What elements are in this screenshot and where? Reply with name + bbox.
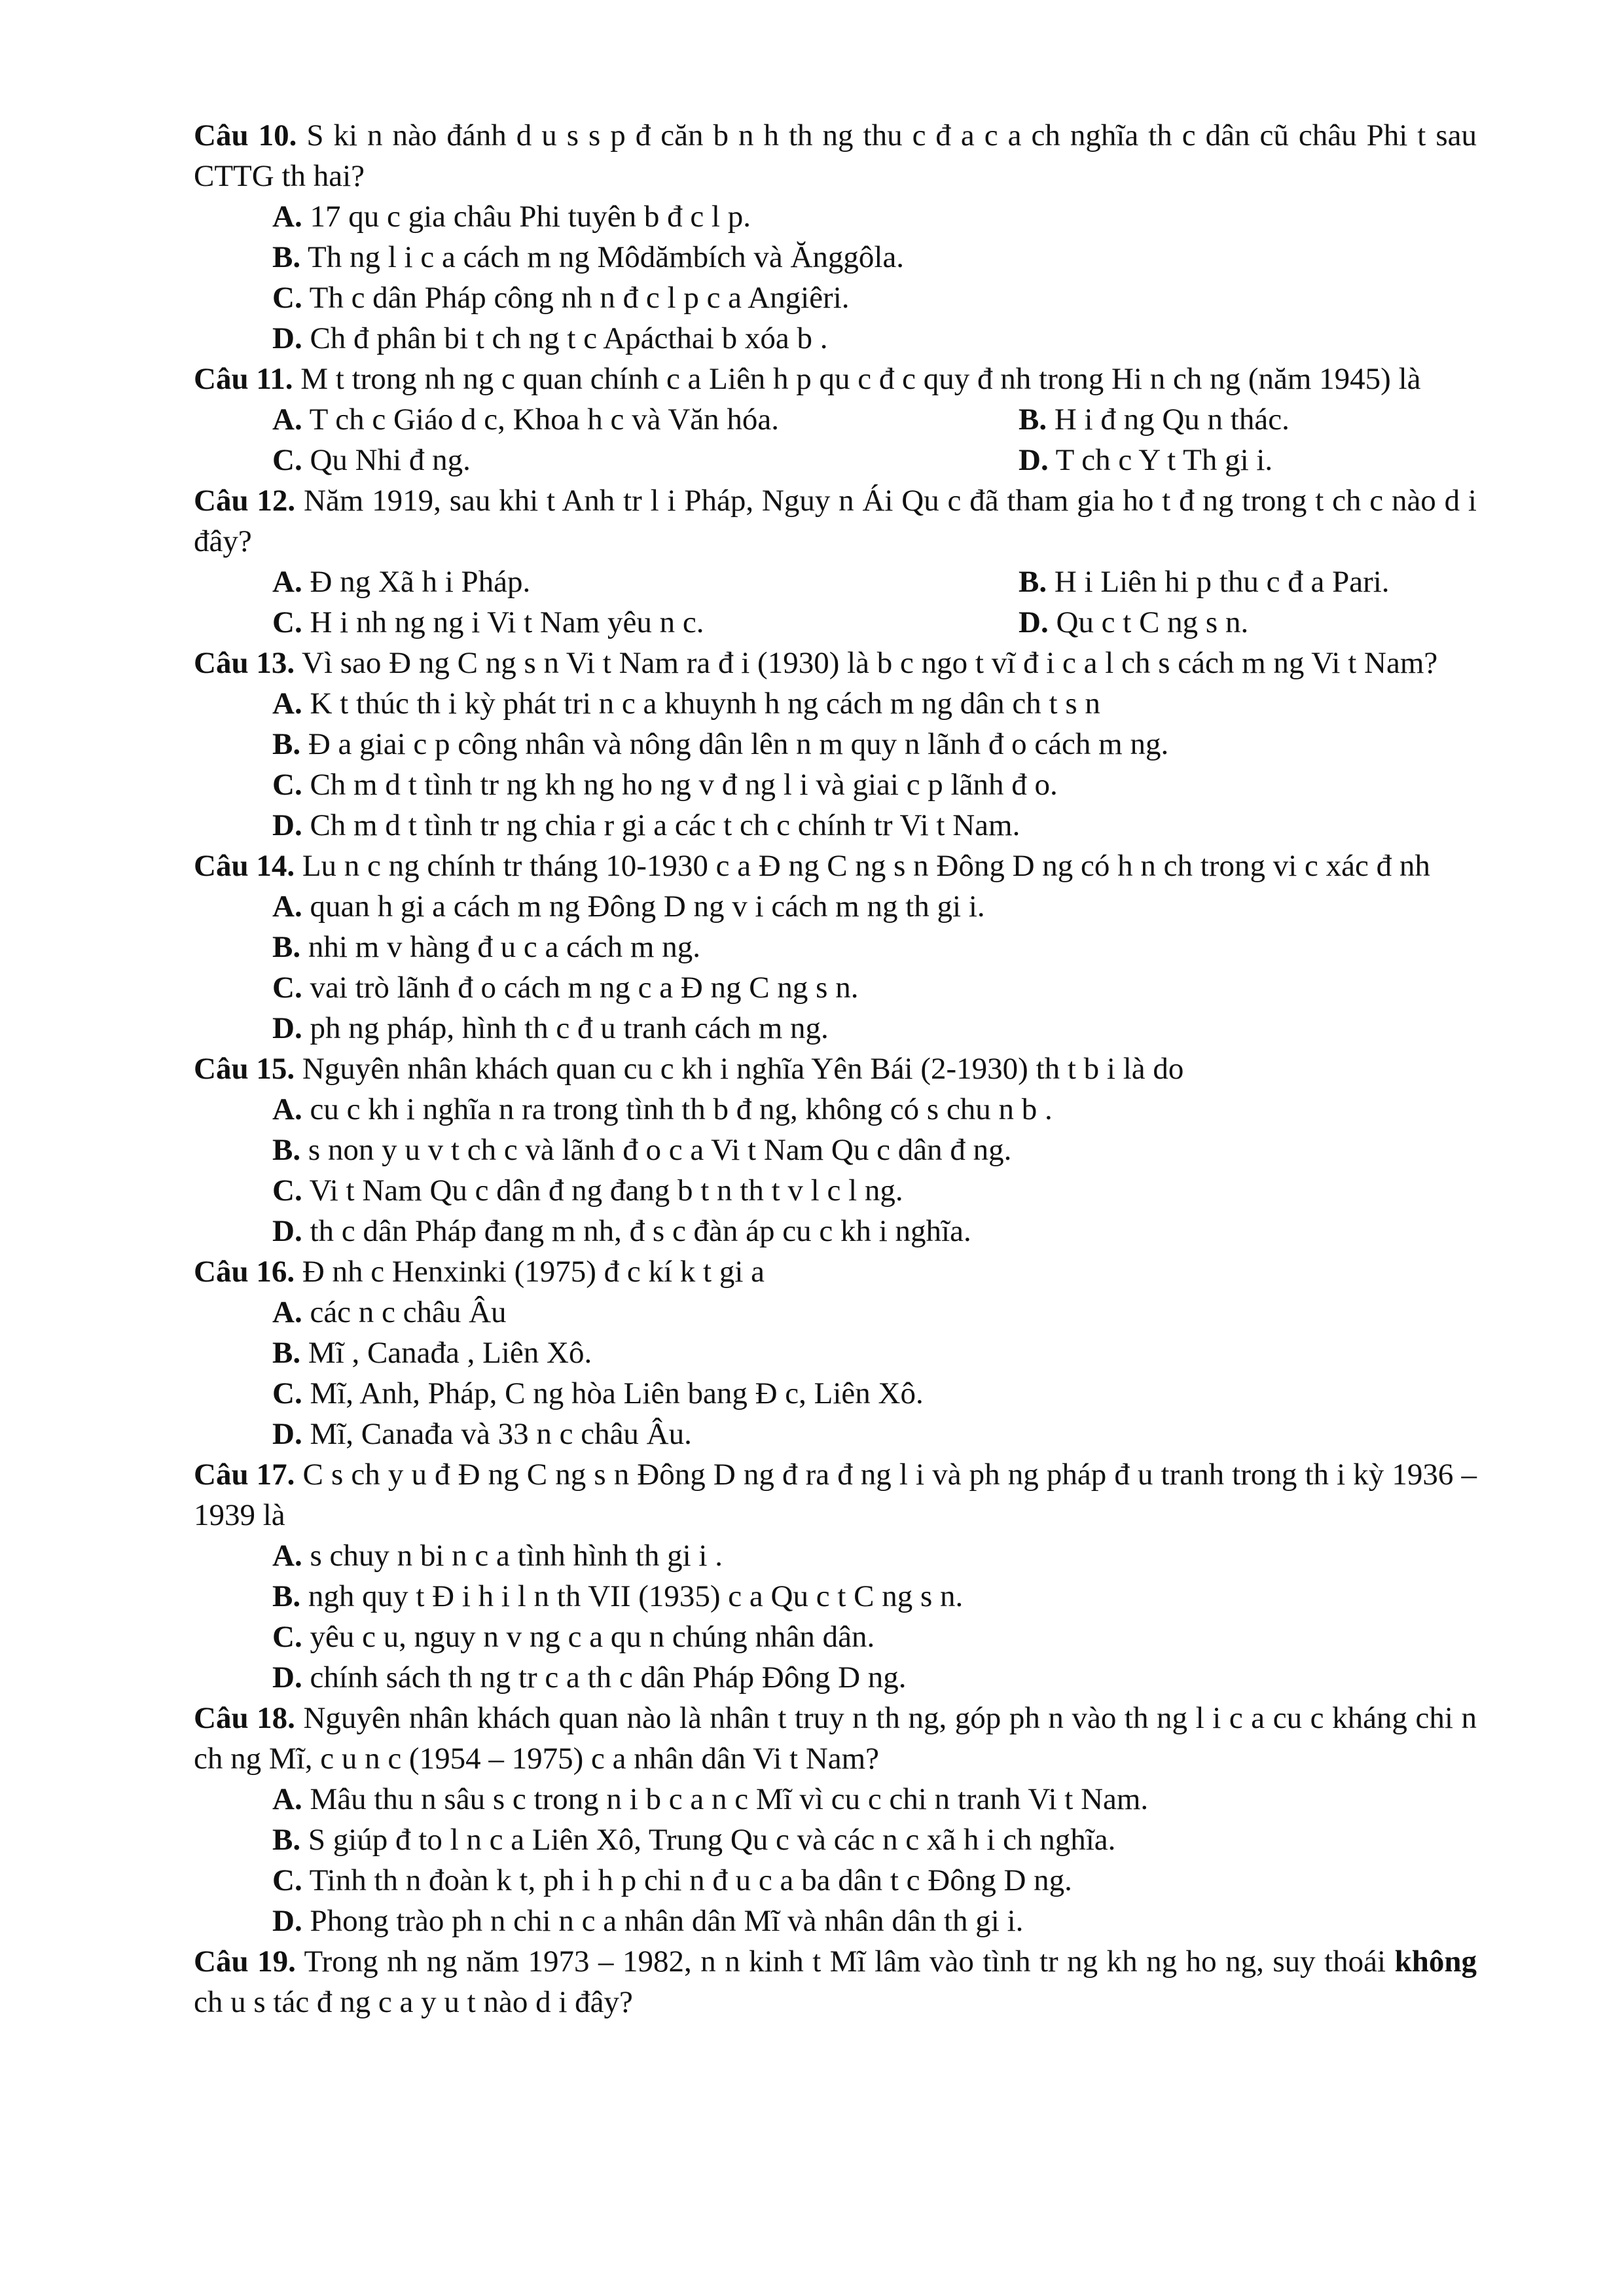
- answer-option: [272, 1576, 1477, 1617]
- answer-option: [272, 724, 1477, 764]
- answer-option: [272, 1170, 1477, 1211]
- option-text: Th c dân Pháp công nh n đ c l p c a Angiêri.: [309, 281, 850, 315]
- option-label: D.: [272, 1011, 302, 1045]
- option-label: B.: [272, 1336, 301, 1370]
- question-text: Năm 1919, sau khi t Anh tr l i Pháp, Nguy n Ái Qu c đã tham gia ho t đ ng trong t ch c nào d i đây?: [194, 484, 1477, 558]
- option-label: B.: [272, 240, 301, 274]
- answer-option: [272, 278, 1477, 318]
- answer-option: [272, 237, 1477, 278]
- option-label: B.: [272, 1133, 301, 1167]
- question-17: [194, 1454, 1477, 1698]
- answer-option: [272, 1860, 1477, 1901]
- answer-option: [1019, 602, 1477, 643]
- question-stem: [194, 359, 1477, 399]
- question-number: Câu 15.: [194, 1052, 295, 1086]
- option-label: B.: [272, 930, 301, 964]
- option-label: C.: [272, 281, 302, 315]
- answer-option: [272, 1657, 1477, 1698]
- option-text: H i nh ng ng i Vi t Nam yêu n c.: [310, 605, 704, 639]
- answer-option: [272, 602, 1019, 643]
- option-text: yêu c u, nguy n v ng c a qu n chúng nhân dân.: [310, 1620, 875, 1654]
- answer-option: [272, 318, 1477, 359]
- question-emphasis: không: [1394, 1945, 1477, 1979]
- question-stem: [194, 1941, 1477, 2022]
- option-text: s non y u v t ch c và lãnh đ o c a Vi t Nam Qu c dân đ ng.: [308, 1133, 1012, 1167]
- option-text: Mĩ, Canađa và 33 n c châu Âu.: [310, 1417, 692, 1451]
- option-label: C.: [272, 1863, 302, 1897]
- question-text: Nguyên nhân khách quan nào là nhân t truy n th ng, góp ph n vào th ng l i c a cu c kháng chi n ch ng Mĩ, c u n c (1954 – 1975) c a nhân dân Vi t Nam?: [194, 1701, 1477, 1776]
- question-stem: [194, 115, 1477, 196]
- option-text: Tinh th n đoàn k t, ph i h p chi n đ u c a ba dân t c Đông D ng.: [309, 1863, 1072, 1897]
- question-16: [194, 1251, 1477, 1454]
- answer-option: [272, 764, 1477, 805]
- answer-option: [272, 886, 1477, 927]
- answer-option: [272, 927, 1477, 967]
- answer-option: [272, 562, 1019, 602]
- options-grid: [272, 399, 1477, 480]
- question-stem: [194, 643, 1477, 683]
- question-number: Câu 12.: [194, 484, 296, 518]
- answer-option: [272, 1373, 1477, 1414]
- question-stem: [194, 1698, 1477, 1779]
- option-label: A.: [272, 687, 302, 721]
- option-text: vai trò lãnh đ o cách m ng c a Đ ng C ng s n.: [310, 971, 859, 1005]
- option-text: K t thúc th i kỳ phát tri n c a khuynh h ng cách m ng dân ch t s n: [310, 687, 1100, 721]
- option-label: D.: [1019, 605, 1049, 639]
- option-text: Đ ng Xã h i Pháp.: [310, 565, 531, 599]
- question-12: [194, 480, 1477, 643]
- question-number: Câu 13.: [194, 646, 295, 680]
- option-label: C.: [272, 971, 302, 1005]
- answer-option: [272, 440, 1019, 480]
- answer-option: [272, 1414, 1477, 1454]
- option-text: Đ a giai c p công nhân và nông dân lên n m quy n lãnh đ o cách m ng.: [308, 727, 1169, 761]
- answer-option: [1019, 440, 1477, 480]
- question-text: M t trong nh ng c quan chính c a Liên h p qu c đ c quy đ nh trong Hi n ch ng (năm 1945) là: [300, 362, 1421, 396]
- option-text: Mâu thu n sâu s c trong n i b c a n c Mĩ vì cu c chi n tranh Vi t Nam.: [310, 1782, 1149, 1816]
- answer-option: [1019, 399, 1477, 440]
- option-text: Ch m d t tình tr ng chia r gi a các t ch c chính tr Vi t Nam.: [310, 808, 1020, 842]
- option-label: C.: [272, 768, 302, 802]
- answer-option: [272, 1130, 1477, 1170]
- option-label: D.: [272, 1904, 302, 1938]
- option-text: Phong trào ph n chi n c a nhân dân Mĩ và nhân dân th gi i.: [310, 1904, 1024, 1938]
- option-text: Mĩ , Canađa , Liên Xô.: [308, 1336, 592, 1370]
- question-text: Nguyên nhân khách quan cu c kh i nghĩa Yên Bái (2-1930) th t b i là do: [302, 1052, 1184, 1086]
- question-text: C s ch y u đ Đ ng C ng s n Đông D ng đ ra đ ng l i và ph ng pháp đ u tranh trong th i kỳ 1936 – 1939 là: [194, 1458, 1477, 1532]
- option-label: D.: [272, 1660, 302, 1695]
- option-label: B.: [1019, 565, 1047, 599]
- answer-option: [272, 805, 1477, 846]
- question-text: Lu n c ng chính tr tháng 10-1930 c a Đ ng C ng s n Đông D ng có h n ch trong vi c xác đ nh: [302, 849, 1430, 883]
- option-label: D.: [272, 808, 302, 842]
- option-label: C.: [272, 1620, 302, 1654]
- option-text: các n c châu Âu: [310, 1295, 507, 1329]
- question-13: [194, 643, 1477, 846]
- answer-option: [272, 1779, 1477, 1820]
- options-grid: [272, 562, 1477, 643]
- option-label: D.: [272, 321, 302, 355]
- option-text: H i Liên hi p thu c đ a Pari.: [1054, 565, 1390, 599]
- option-label: C.: [272, 1174, 302, 1208]
- option-text: Ch m d t tình tr ng kh ng ho ng v đ ng l i và giai c p lãnh đ o.: [310, 768, 1058, 802]
- option-text: 17 qu c gia châu Phi tuyên b đ c l p.: [310, 200, 751, 234]
- option-label: D.: [272, 1214, 302, 1248]
- option-label: A.: [272, 1782, 302, 1816]
- answer-option: [272, 1089, 1477, 1130]
- answer-option: [272, 1333, 1477, 1373]
- option-text: Vi t Nam Qu c dân đ ng đang b t n th t v l c l ng.: [309, 1174, 903, 1208]
- question-stem: [194, 846, 1477, 886]
- question-stem: [194, 480, 1477, 562]
- question-18: [194, 1698, 1477, 1941]
- answer-option: [272, 1617, 1477, 1657]
- question-15: [194, 1049, 1477, 1251]
- option-label: C.: [272, 443, 302, 477]
- answer-option: [272, 196, 1477, 237]
- question-text: Đ nh c Henxinki (1975) đ c kí k t gi a: [302, 1255, 765, 1289]
- option-text: S giúp đ to l n c a Liên Xô, Trung Qu c và các n c xã h i ch nghĩa.: [308, 1823, 1116, 1857]
- question-11: [194, 359, 1477, 480]
- question-stem: [194, 1049, 1477, 1089]
- question-number: Câu 17.: [194, 1458, 295, 1492]
- option-text: nhi m v hàng đ u c a cách m ng.: [308, 930, 700, 964]
- question-10: [194, 115, 1477, 359]
- question-text: Trong nh ng năm 1973 – 1982, n n kinh t Mĩ lâm vào tình tr ng kh ng ho ng, suy thoái: [304, 1945, 1386, 1979]
- question-number: Câu 14.: [194, 849, 295, 883]
- option-text: s chuy n bi n c a tình hình th gi i .: [310, 1539, 723, 1573]
- question-14: [194, 846, 1477, 1049]
- option-text: Mĩ, Anh, Pháp, C ng hòa Liên bang Đ c, Liên Xô.: [310, 1376, 924, 1410]
- option-text: Qu Nhi đ ng.: [310, 443, 471, 477]
- answer-option: [272, 399, 1019, 440]
- option-text: cu c kh i nghĩa n ra trong tình th b đ ng, không có s chu n b .: [310, 1092, 1053, 1126]
- option-text: Qu c t C ng s n.: [1056, 605, 1249, 639]
- answer-option: [272, 1008, 1477, 1049]
- option-label: A.: [272, 1539, 302, 1573]
- option-label: B.: [272, 1823, 301, 1857]
- question-text: Vì sao Đ ng C ng s n Vi t Nam ra đ i (1930) là b c ngo t vĩ đ i c a l ch s cách m ng Vi t Nam?: [302, 646, 1438, 680]
- option-label: A.: [272, 1092, 302, 1126]
- option-text: th c dân Pháp đang m nh, đ s c đàn áp cu c kh i nghĩa.: [310, 1214, 971, 1248]
- option-label: A.: [272, 1295, 302, 1329]
- option-label: A.: [272, 565, 302, 599]
- option-text: T ch c Y t Th gi i.: [1055, 443, 1273, 477]
- question-stem: [194, 1251, 1477, 1292]
- option-text: quan h gi a cách m ng Đông D ng v i cách m ng th gi i.: [310, 889, 985, 924]
- question-number: Câu 16.: [194, 1255, 295, 1289]
- option-label: B.: [272, 727, 301, 761]
- option-text: H i đ ng Qu n thác.: [1054, 403, 1290, 437]
- question-number: Câu 18.: [194, 1701, 295, 1735]
- option-label: B.: [1019, 403, 1047, 437]
- question-number: Câu 19.: [194, 1945, 296, 1979]
- question-text: S ki n nào đánh d u s s p đ căn b n h th ng thu c đ a c a ch nghĩa th c dân cũ châu Phi t sau CTTG th hai?: [194, 118, 1477, 193]
- option-label: A.: [272, 889, 302, 924]
- question-number: Câu 11.: [194, 362, 293, 396]
- option-text: T ch c Giáo d c, Khoa h c và Văn hóa.: [309, 403, 780, 437]
- answer-option: [1019, 562, 1477, 602]
- question-list: [194, 115, 1477, 2022]
- answer-option: [272, 1292, 1477, 1333]
- option-label: A.: [272, 200, 302, 234]
- question-stem: [194, 1454, 1477, 1535]
- answer-option: [272, 1535, 1477, 1576]
- answer-option: [272, 683, 1477, 724]
- answer-option: [272, 1901, 1477, 1941]
- option-text: ph ng pháp, hình th c đ u tranh cách m ng.: [310, 1011, 829, 1045]
- option-label: B.: [272, 1579, 301, 1613]
- option-label: A.: [272, 403, 302, 437]
- option-text: Th ng l i c a cách m ng Môdămbích và Ănggôla.: [308, 240, 905, 274]
- question-text: ch u s tác đ ng c a y u t nào d i đây?: [194, 1985, 633, 2019]
- question-19: [194, 1941, 1477, 2022]
- option-label: C.: [272, 1376, 302, 1410]
- option-text: ngh quy t Đ i h i l n th VII (1935) c a Qu c t C ng s n.: [308, 1579, 964, 1613]
- answer-option: [272, 1820, 1477, 1860]
- answer-option: [272, 967, 1477, 1008]
- option-text: chính sách th ng tr c a th c dân Pháp Đông D ng.: [310, 1660, 907, 1695]
- option-label: D.: [1019, 443, 1049, 477]
- option-label: C.: [272, 605, 302, 639]
- question-number: Câu 10.: [194, 118, 297, 152]
- option-text: Ch đ phân bi t ch ng t c Apácthai b xóa b .: [310, 321, 828, 355]
- option-label: D.: [272, 1417, 302, 1451]
- answer-option: [272, 1211, 1477, 1251]
